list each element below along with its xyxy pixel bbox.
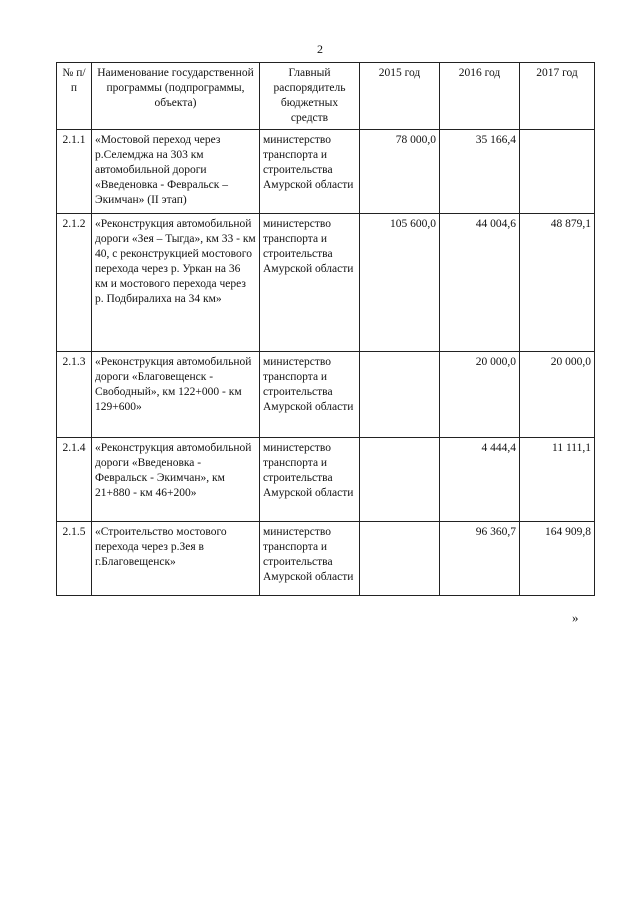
table-row (57, 352, 595, 438)
row-2017: 11 111,1 (520, 438, 595, 522)
row-2015: 78 000,0 (360, 130, 440, 214)
header-2017: 2017 год (520, 63, 595, 130)
row-manager: министерство транспорта и строительства Амурской области (260, 352, 360, 438)
row-num: 2.1.5 (57, 522, 92, 596)
row-name: «Мостовой переход через р.Селемджа на 303 км автомобильной дороги «Введеновка - Февральск – Экимчан» (II этап) (92, 130, 260, 214)
table-row (57, 130, 595, 214)
row-num: 2.1.4 (57, 438, 92, 522)
row-2016: 20 000,0 (440, 352, 520, 438)
row-2017: 164 909,8 (520, 522, 595, 596)
table-row (57, 522, 595, 596)
header-2015: 2015 год (360, 63, 440, 130)
row-2015 (360, 522, 440, 596)
row-num: 2.1.2 (57, 214, 92, 352)
row-2017 (520, 130, 595, 214)
page-number: 2 (317, 42, 323, 56)
row-manager: министерство транспорта и строительства Амурской области (260, 130, 360, 214)
row-2016: 4 444,4 (440, 438, 520, 522)
row-name: «Реконструкция автомобильной дороги «Благовещенск - Свободный», км 122+000 - км 129+600» (92, 352, 260, 438)
row-manager: министерство транспорта и строительства Амурской области (260, 438, 360, 522)
row-2017: 48 879,1 (520, 214, 595, 352)
row-2015: 105 600,0 (360, 214, 440, 352)
table-row (57, 214, 595, 352)
row-2016: 35 166,4 (440, 130, 520, 214)
row-2016: 44 004,6 (440, 214, 520, 352)
row-name: «Строительство мостового перехода через р.Зея в г.Благовещенск» (92, 522, 260, 596)
row-2015 (360, 438, 440, 522)
header-row (57, 63, 595, 130)
program-table (56, 62, 595, 596)
header-num: № п/п (57, 63, 92, 130)
row-2015 (360, 352, 440, 438)
row-num: 2.1.3 (57, 352, 92, 438)
row-manager: министерство транспорта и строительства Амурской области (260, 214, 360, 352)
table-row (57, 438, 595, 522)
row-name: «Реконструкция автомобильной дороги «Зея – Тыгда», км 33 - км 40, с реконструкцией мостового перехода через р. Уркан на 36 км и мостового перехода через р. Подбиралиха на 34 км» (92, 214, 260, 352)
header-2016: 2016 год (440, 63, 520, 130)
row-name: «Реконструкция автомобильной дороги «Введеновка - Февральск - Экимчан», км 21+880 - км 46+200» (92, 438, 260, 522)
row-manager: министерство транспорта и строительства Амурской области (260, 522, 360, 596)
closing-quote-mark: » (572, 610, 579, 625)
header-name: Наименование государственной программы (подпрограммы, объекта) (92, 63, 260, 130)
row-num: 2.1.1 (57, 130, 92, 214)
row-2017: 20 000,0 (520, 352, 595, 438)
row-2016: 96 360,7 (440, 522, 520, 596)
header-manager: Главный распорядитель бюджетных средств (260, 63, 360, 130)
